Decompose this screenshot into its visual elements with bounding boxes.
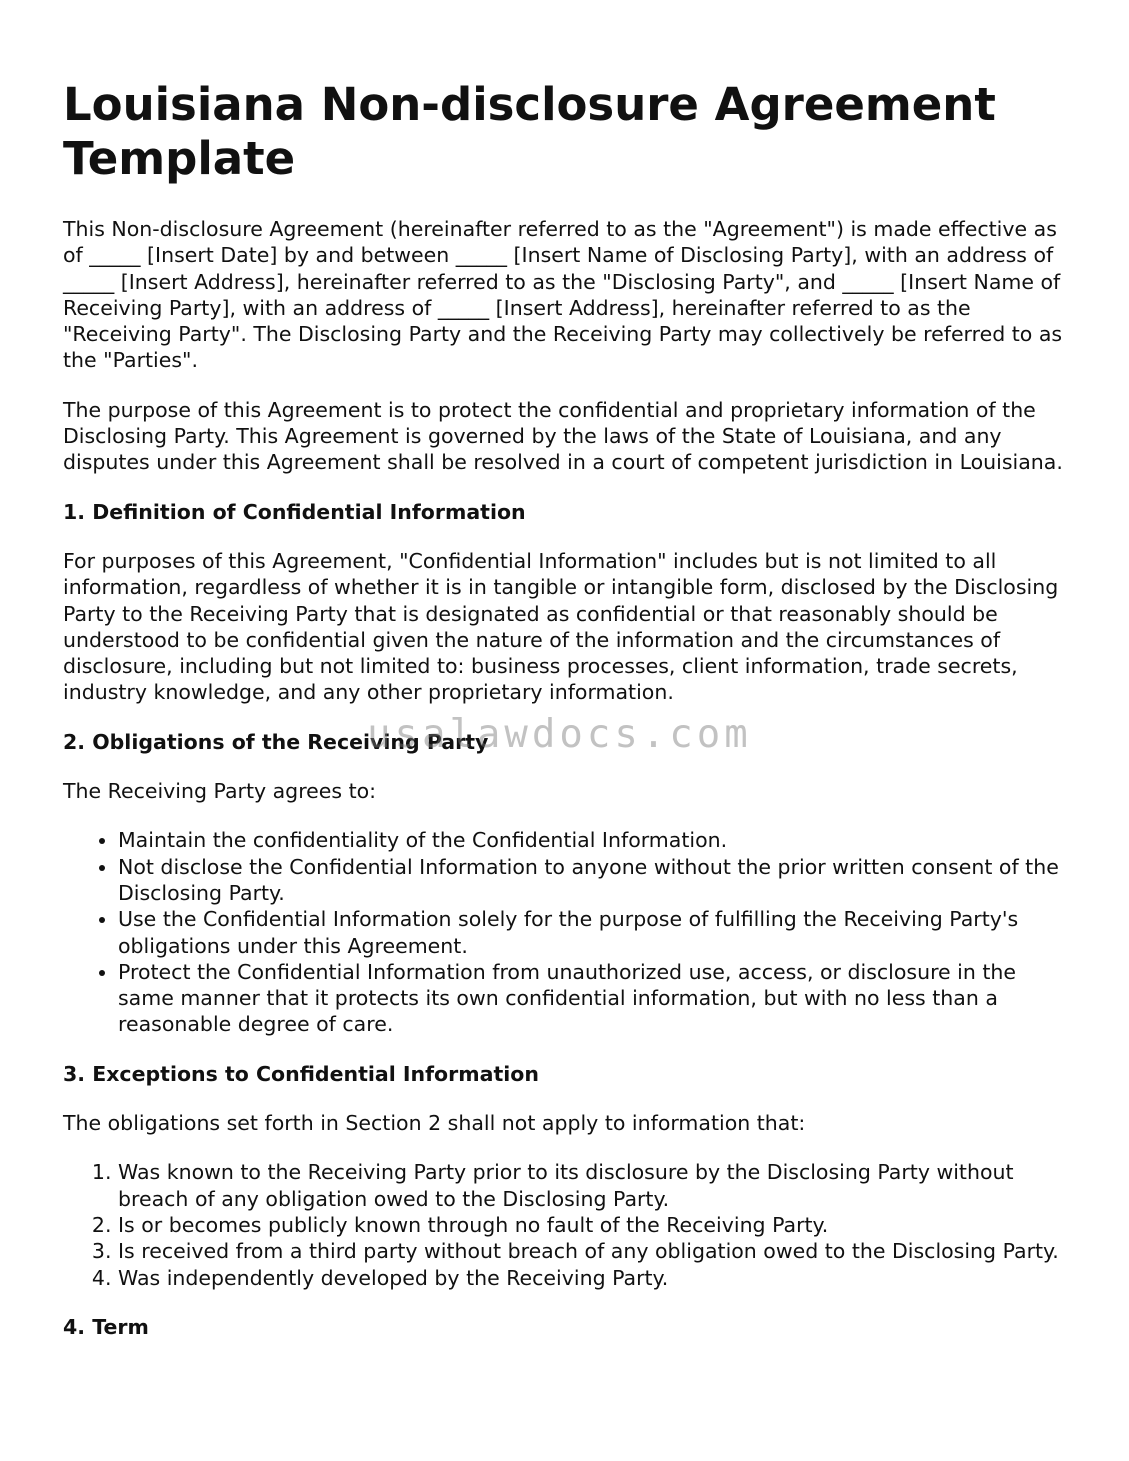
list-item: 4. Was independently developed by the Receiving Party. — [118, 1265, 1073, 1291]
list-item: • Protect the Confidential Information from unauthorized use, access, or disclosure in the same manner that it protects its own confidential information, but with no less than a reasonable degree of care. — [118, 959, 1073, 1038]
list-item: 1. Was known to the Receiving Party prior to its disclosure by the Disclosing Party without breach of any obligation owed to the Disclosing Party. — [118, 1159, 1073, 1212]
page-title: Louisiana Non-disclosure Agreement Template — [63, 78, 996, 185]
section-2-lead: The Receiving Party agrees to: — [63, 779, 377, 804]
obligations-list — [63, 827, 1073, 1037]
list-item: • Maintain the confidentiality of the Confidential Information. — [118, 827, 1073, 853]
watermark: usalawdocs.com — [367, 712, 752, 757]
section-3-heading: 3. Exceptions to Confidential Information — [63, 1061, 539, 1086]
document-page — [63, 78, 1073, 1363]
list-item: • Use the Confidential Information solely for the purpose of fulfilling the Receiving Party's obligations under this Agreement. — [118, 906, 1073, 959]
purpose-paragraph: The purpose of this Agreement is to protect the confidential and proprietary information of the Disclosing Party. This Agreement is governed by the laws of the State of Louisiana, and any disputes under this Agreement shall be resolved in a court of competent jurisdiction in Louisiana. — [63, 397, 1063, 475]
section-1-heading: 1. Definition of Confidential Information — [63, 499, 526, 524]
list-item: 2. Is or becomes publicly known through no fault of the Receiving Party. — [118, 1212, 1073, 1238]
list-item: • Not disclose the Confidential Information to anyone without the prior written consent of the Disclosing Party. — [118, 854, 1073, 907]
section-1-body: For purposes of this Agreement, "Confidential Information" includes but is not limited to all information, regardless of whether it is in tangible or intangible form, disclosed by the Disclosing Party to the Receiving Party that is designated as confidential or that reasonably should be understood to be confidential given the nature of the information and the circumstances of disclosure, including but not limited to: business processes, client information, trade secrets, industry knowledge, and any other proprietary information. — [63, 548, 1059, 705]
section-2-heading: 2. Obligations of the Receiving Party — [63, 729, 489, 754]
exceptions-list — [63, 1159, 1073, 1290]
list-item: 3. Is received from a third party without breach of any obligation owed to the Disclosing Party. — [118, 1238, 1073, 1264]
section-3-lead: The obligations set forth in Section 2 shall not apply to information that: — [63, 1111, 806, 1136]
intro-paragraph: This Non-disclosure Agreement (hereinafter referred to as the "Agreement") is made effective as of _____ [Insert Date] by and between _____ [Insert Name of Disclosing Party], with an address of _____ [Insert Address], hereinafter referred to as the "Disclosing Party", and _____ [Insert Name of Receiving Party], with an address of _____ [Insert Address], hereinafter referred to as the "Receiving Party". The Disclosing Party and the Receiving Party may collectively be referred to as the "Parties". — [63, 217, 1063, 373]
section-4-heading: 4. Term — [63, 1314, 149, 1339]
